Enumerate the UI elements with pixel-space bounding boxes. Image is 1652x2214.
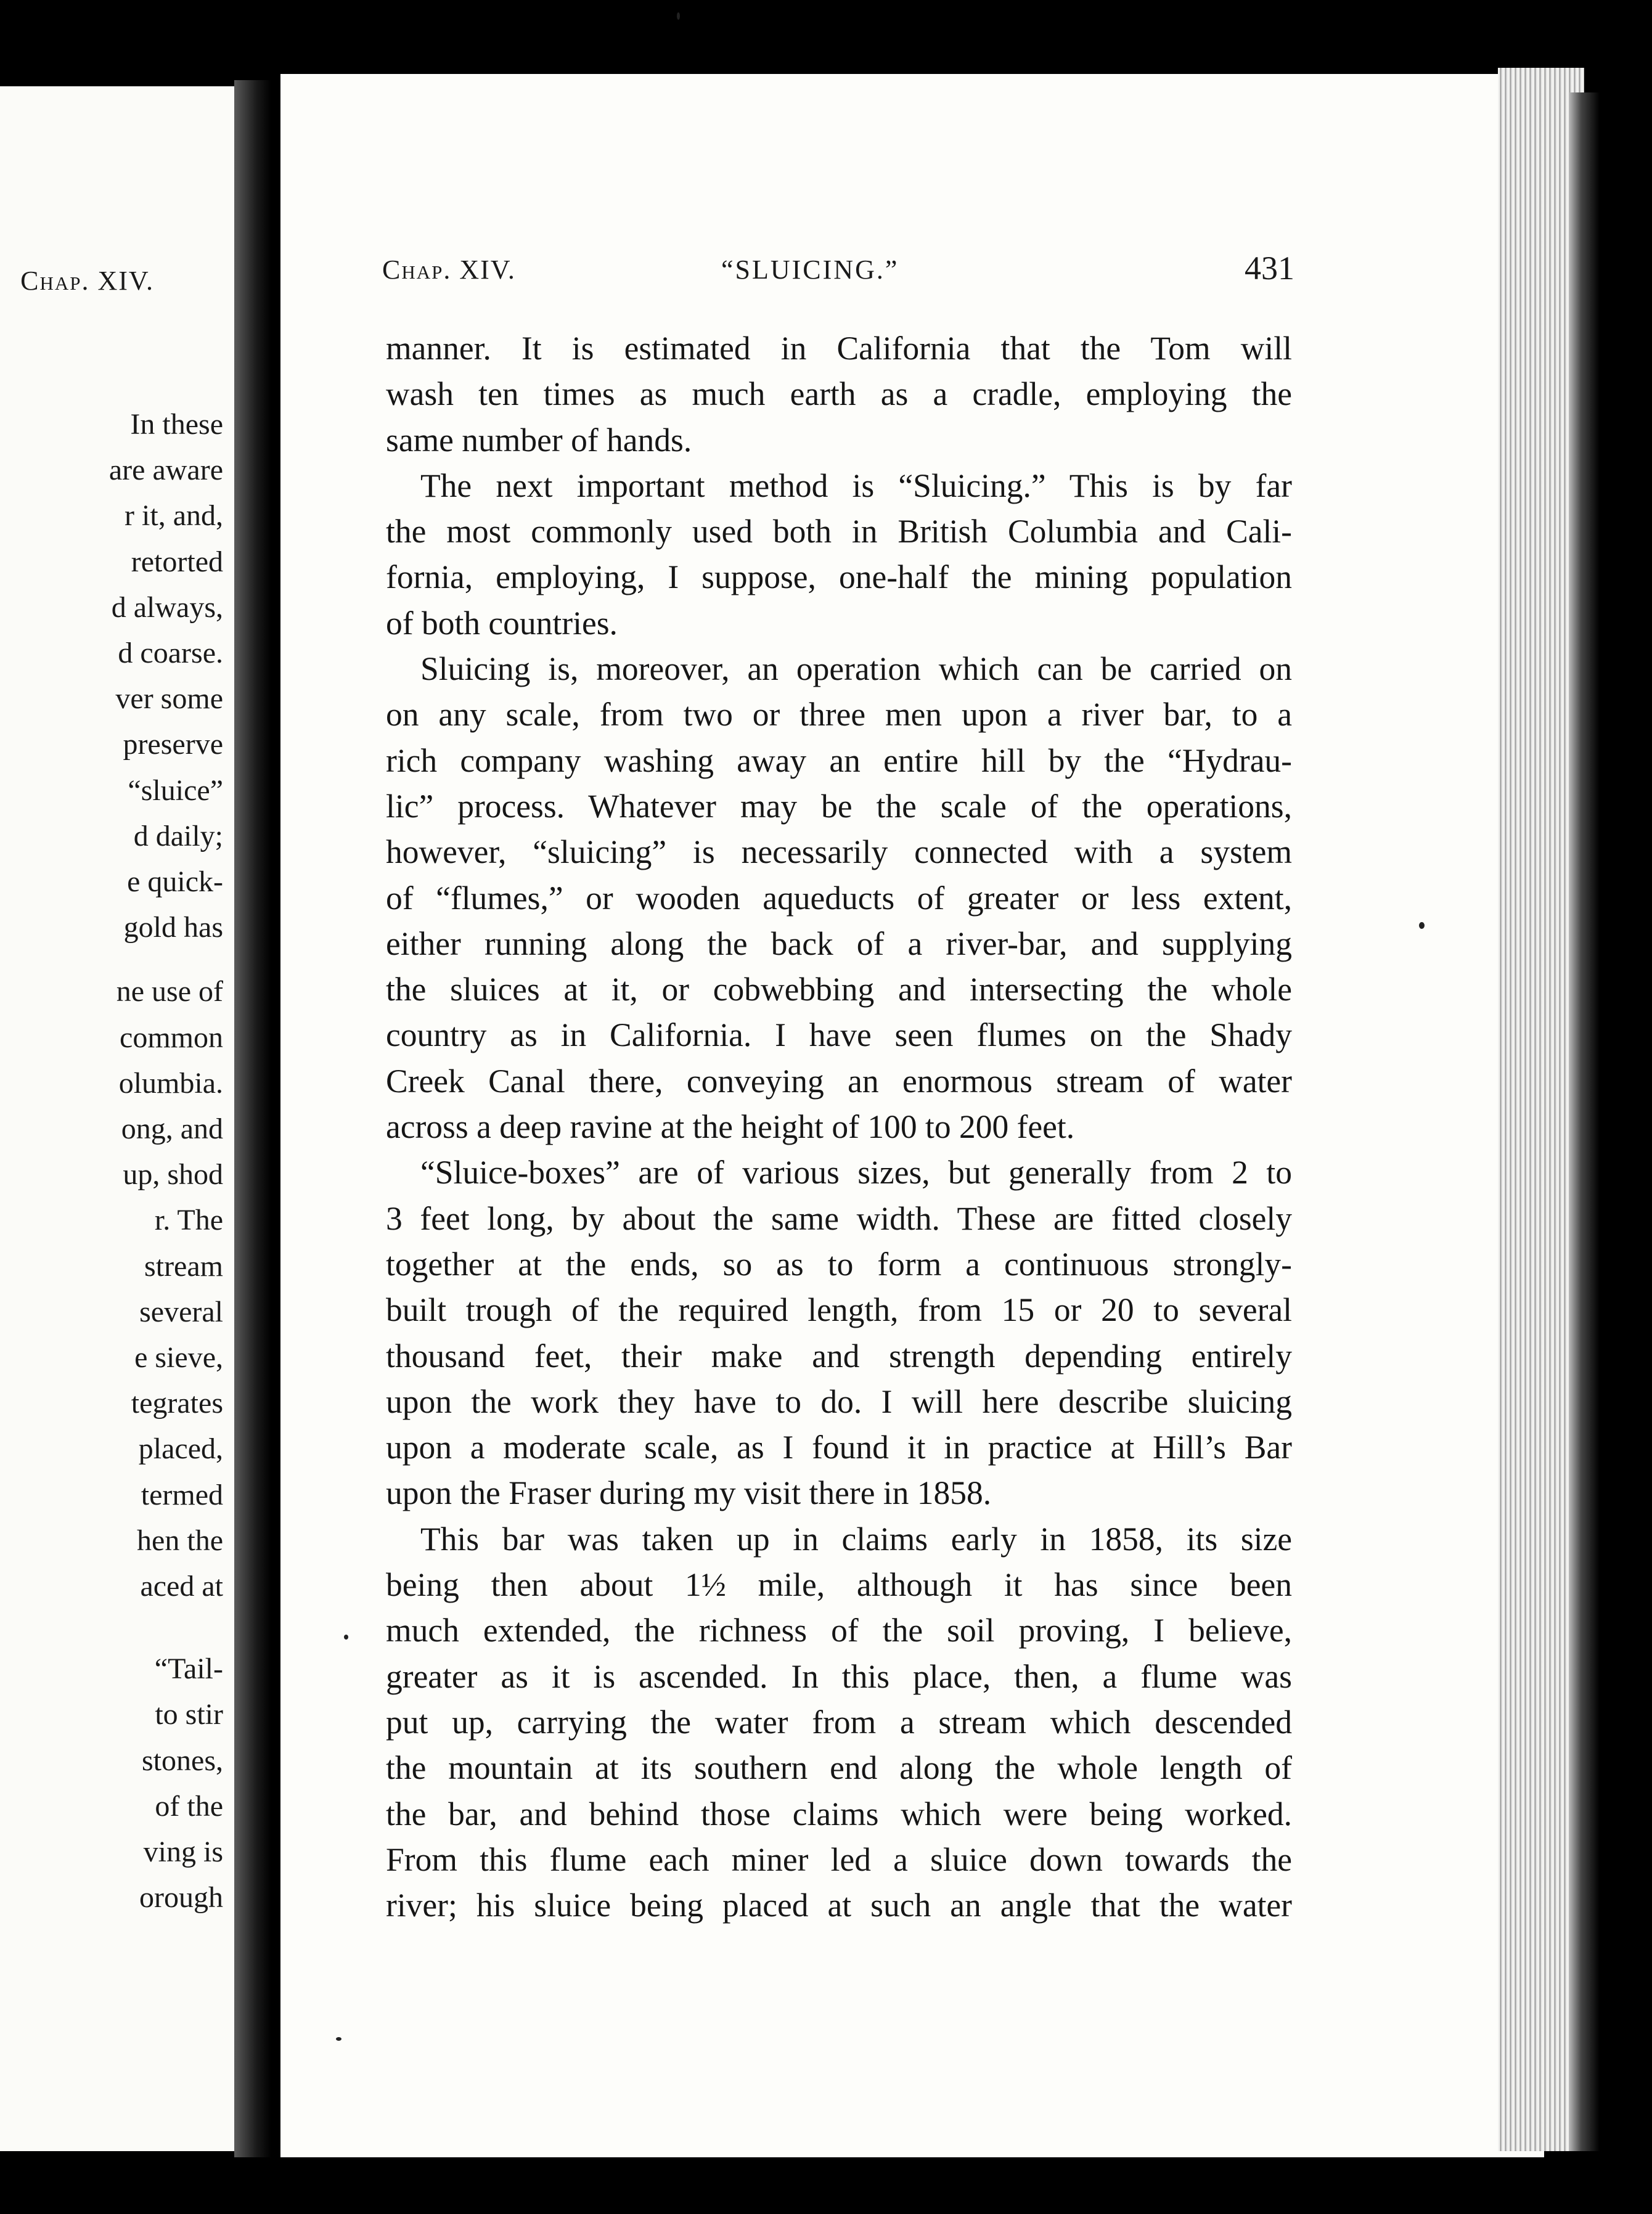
body-text-line: of “flumes,” or wooden aqueducts of greater or less extent, (386, 879, 1292, 917)
left-text-line: d coarse. (118, 637, 223, 669)
chapter-label: Chap. XIV. (382, 255, 516, 285)
body-text-line: wash ten times as much earth as a cradle, employing the (386, 375, 1292, 413)
body-text-line: much extended, the richness of the soil proving, I believe, (386, 1612, 1292, 1649)
body-text-line: thousand feet, their make and strength depending entirely (386, 1337, 1292, 1375)
body-text (386, 325, 1292, 1928)
left-text-line: e quick- (127, 865, 223, 898)
body-text-line: lic” process. Whatever may be the scale of the operations, (386, 787, 1292, 825)
left-text-line: gold has (123, 911, 223, 944)
body-text-line: manner. It is estimated in California that the Tom will (386, 330, 1292, 367)
left-text-line: several (139, 1295, 223, 1328)
left-text-line: ving is (143, 1836, 223, 1868)
chapter-title: “SLUICING.” (721, 255, 899, 285)
body-text-line: the most commonly used both in British Columbia and Cali- (386, 513, 1292, 550)
body-text-line: Sluicing is, moreover, an operation which can be carried on (420, 650, 1292, 688)
page-number: 431 (1245, 250, 1294, 287)
body-text-line: This bar was taken up in claims early in 1858, its size (420, 1520, 1292, 1558)
body-text-line: the mountain at its southern end along the whole length of (386, 1749, 1292, 1787)
left-text-line: d daily; (133, 819, 223, 852)
left-text-line: stream (144, 1249, 223, 1283)
running-head (382, 250, 1294, 291)
left-text-line: hen the (137, 1524, 223, 1557)
body-text-line: Creek Canal there, conveying an enormous stream of water (386, 1062, 1292, 1100)
body-text-line: 3 feet long, by about the same width. These are fitted closely (386, 1199, 1292, 1237)
body-text-line: the sluices at it, or cobwebbing and intersecting the whole (386, 971, 1292, 1008)
left-text-line: preserve (123, 728, 223, 761)
left-text-line: e sieve, (134, 1341, 223, 1374)
body-text-line: river; his sluice being placed at such an angle that the water (386, 1887, 1292, 1924)
left-text-line: d always, (111, 590, 223, 624)
left-running-head: Chap. XIV. (20, 266, 154, 296)
body-text-line: country as in California. I have seen flumes on the Shady (386, 1016, 1292, 1054)
left-text-line: placed, (138, 1432, 223, 1466)
body-text-line: From this flume each miner led a sluice down towards the (386, 1840, 1292, 1878)
scan-speck (336, 2037, 341, 2041)
left-text-line: olumbia. (118, 1066, 223, 1100)
left-text-line: common (120, 1021, 223, 1054)
body-text-line: the bar, and behind those claims which were being worked. (386, 1795, 1292, 1832)
left-text-line: stones, (142, 1744, 223, 1777)
body-text-line: upon a moderate scale, as I found it in practice at Hill’s Bar (386, 1429, 1292, 1466)
body-text-line: rich company washing away an entire hill by the “Hydrau- (386, 741, 1292, 779)
body-text-line: put up, carrying the water from a stream which descended (386, 1703, 1292, 1741)
left-text-line: of the (155, 1789, 223, 1823)
body-text-line: together at the ends, so as to form a continuous strongly- (386, 1245, 1292, 1283)
body-text-line: being then about 1½ mile, although it has since been (386, 1566, 1292, 1604)
left-text-line: aced at (140, 1570, 223, 1603)
left-text-line: “sluice” (128, 774, 223, 807)
left-text-line: “Tail- (154, 1652, 223, 1686)
body-text-line: same number of hands. (386, 421, 692, 459)
left-text-line: up, shod (123, 1158, 223, 1191)
body-text-line: upon the Fraser during my visit there in 1858. (386, 1474, 992, 1512)
body-text-line: upon the work they have to do. I will here describe sluicing (386, 1383, 1292, 1420)
scan-speck (1419, 922, 1425, 929)
scan-speck (677, 12, 680, 20)
left-text-line: ne use of (116, 975, 223, 1008)
left-text-line: ong, and (121, 1113, 223, 1145)
scan-speck (344, 1635, 348, 1640)
left-text-line: are aware (108, 454, 223, 487)
left-text-line: termed (141, 1478, 223, 1511)
page-edges-shadow (1569, 92, 1600, 2151)
left-text-line: retorted (131, 545, 223, 578)
body-text-line: The next important method is “Sluicing.” This is by far (420, 467, 1292, 504)
left-page (0, 86, 234, 2151)
left-text-line: orough (139, 1881, 223, 1914)
body-text-line: across a deep ravine at the height of 100 to 200 feet. (386, 1108, 1075, 1146)
left-text-line: to stir (155, 1698, 223, 1731)
left-text-line: r it, and, (125, 499, 223, 533)
left-text-line: r. The (154, 1204, 223, 1237)
body-text-line: greater as it is ascended. In this place, then, a flume was (386, 1657, 1292, 1695)
body-text-line: however, “sluicing” is necessarily connected with a system (386, 833, 1292, 871)
body-text-line: either running along the back of a river-bar, and supplying (386, 925, 1292, 962)
left-text-line: tegrates (131, 1387, 223, 1420)
left-text-line: ver some (115, 682, 223, 716)
book-gutter (234, 80, 271, 2157)
body-text-line: fornia, employing, I suppose, one-half the mining population (386, 558, 1292, 596)
body-text-line: of both countries. (386, 604, 618, 642)
body-text-line: “Sluice-boxes” are of various sizes, but generally from 2 to (420, 1154, 1292, 1191)
left-text-line: In these (130, 408, 223, 441)
body-text-line: built trough of the required length, from 15 or 20 to several (386, 1291, 1292, 1329)
body-text-line: on any scale, from two or three men upon a river bar, to a (386, 696, 1292, 733)
